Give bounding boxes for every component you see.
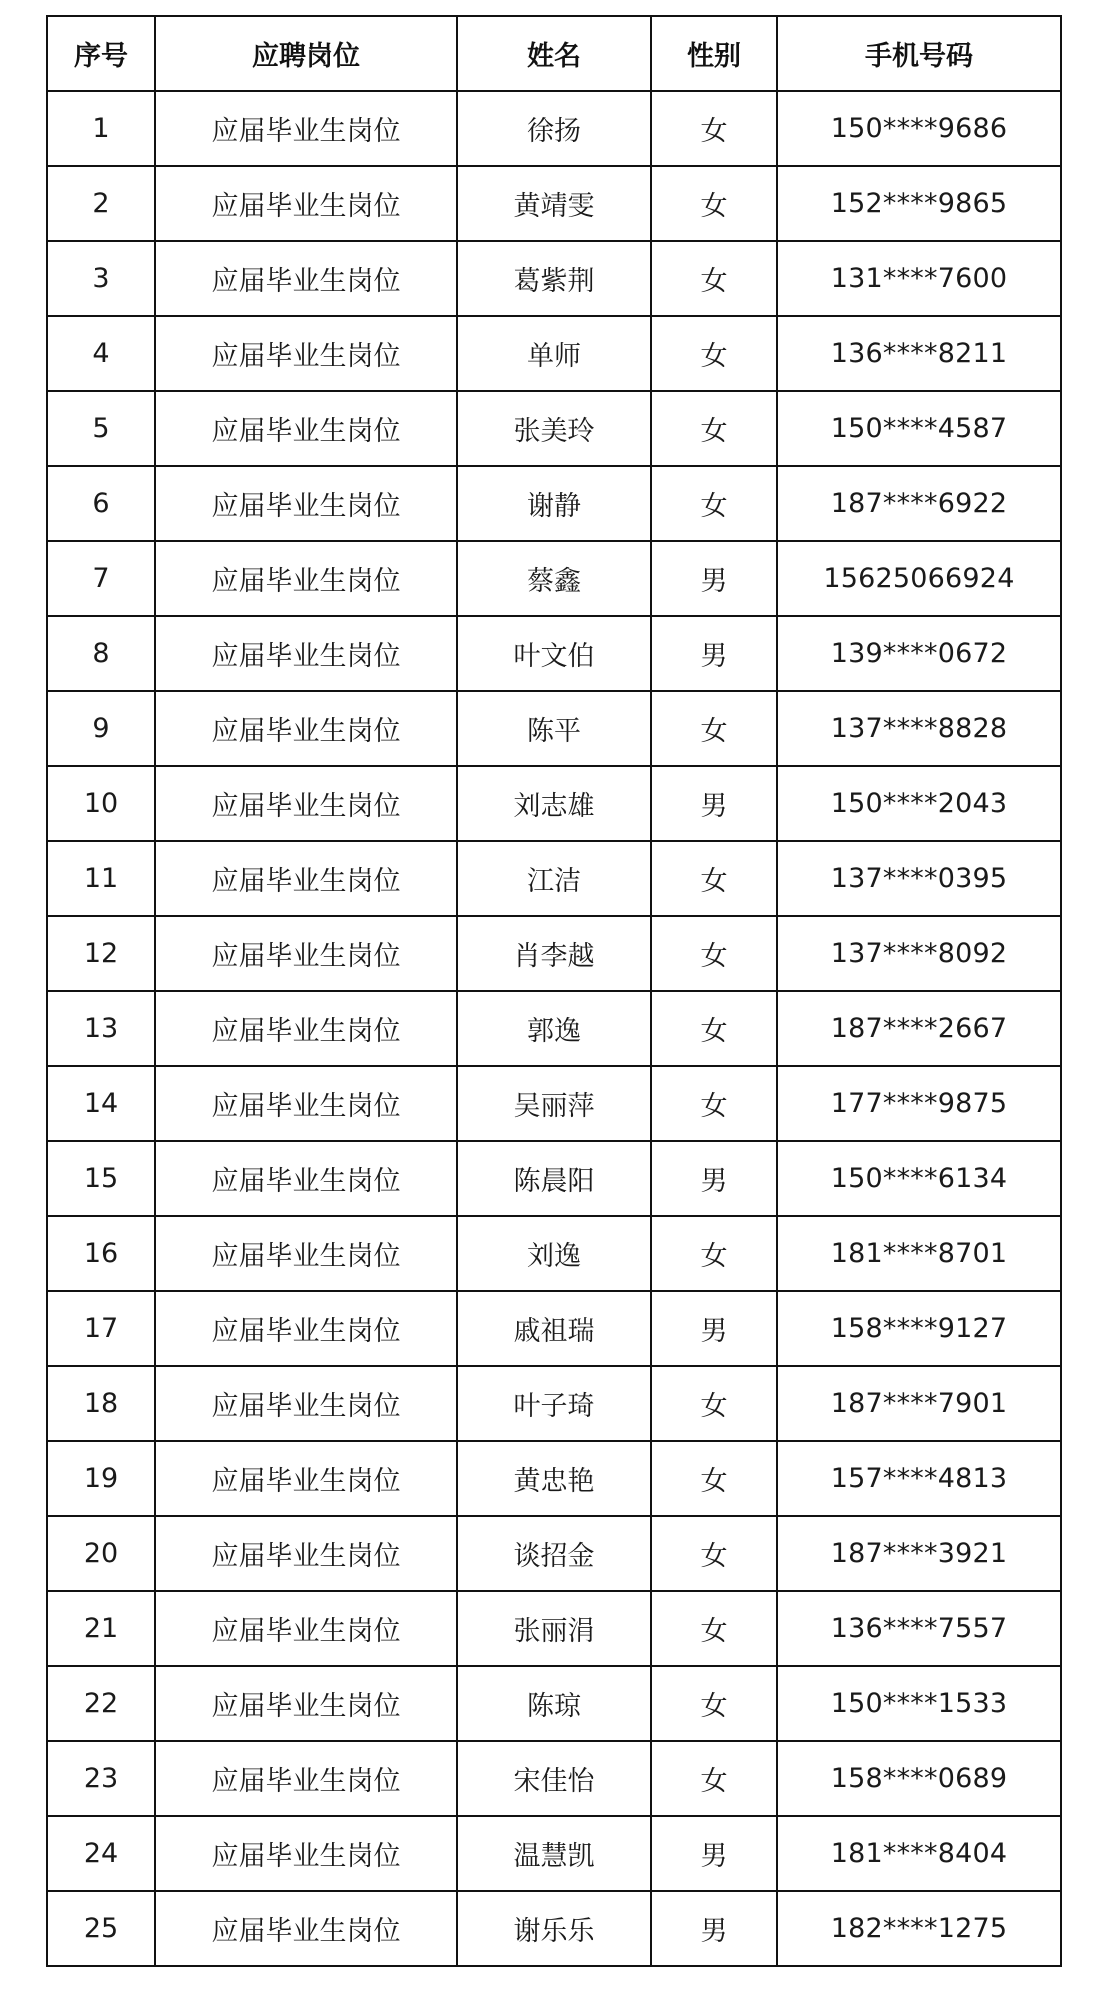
cell-phone: 131****7600 <box>777 241 1061 316</box>
header-index: 序号 <box>47 16 155 91</box>
cell-name: 单师 <box>457 316 651 391</box>
table-row <box>47 1216 1061 1291</box>
header-phone: 手机号码 <box>777 16 1061 91</box>
table-row <box>47 166 1061 241</box>
cell-name: 江洁 <box>457 841 651 916</box>
cell-index: 9 <box>47 691 155 766</box>
cell-name: 刘志雄 <box>457 766 651 841</box>
cell-gender: 女 <box>651 916 777 991</box>
cell-gender: 女 <box>651 391 777 466</box>
cell-gender: 女 <box>651 1741 777 1816</box>
cell-gender: 女 <box>651 91 777 166</box>
cell-index: 4 <box>47 316 155 391</box>
cell-name: 叶文伯 <box>457 616 651 691</box>
cell-index: 11 <box>47 841 155 916</box>
cell-phone: 182****1275 <box>777 1891 1061 1966</box>
cell-index: 16 <box>47 1216 155 1291</box>
cell-phone: 187****6922 <box>777 466 1061 541</box>
cell-index: 1 <box>47 91 155 166</box>
cell-gender: 女 <box>651 691 777 766</box>
cell-position: 应届毕业生岗位 <box>155 616 457 691</box>
applicant-table-container <box>46 15 1062 1967</box>
cell-name: 蔡鑫 <box>457 541 651 616</box>
cell-position: 应届毕业生岗位 <box>155 166 457 241</box>
cell-phone: 187****3921 <box>777 1516 1061 1591</box>
cell-name: 肖李越 <box>457 916 651 991</box>
cell-index: 3 <box>47 241 155 316</box>
cell-index: 14 <box>47 1066 155 1141</box>
cell-position: 应届毕业生岗位 <box>155 1066 457 1141</box>
table-row <box>47 1141 1061 1216</box>
cell-name: 徐扬 <box>457 91 651 166</box>
cell-position: 应届毕业生岗位 <box>155 541 457 616</box>
cell-name: 黄忠艳 <box>457 1441 651 1516</box>
cell-gender: 女 <box>651 991 777 1066</box>
cell-gender: 女 <box>651 241 777 316</box>
cell-index: 5 <box>47 391 155 466</box>
cell-name: 谢静 <box>457 466 651 541</box>
cell-name: 吴丽萍 <box>457 1066 651 1141</box>
cell-name: 陈晨阳 <box>457 1141 651 1216</box>
cell-position: 应届毕业生岗位 <box>155 766 457 841</box>
cell-position: 应届毕业生岗位 <box>155 1441 457 1516</box>
table-row <box>47 916 1061 991</box>
table-row <box>47 1516 1061 1591</box>
table-row <box>47 391 1061 466</box>
cell-gender: 女 <box>651 841 777 916</box>
table-row <box>47 91 1061 166</box>
cell-gender: 女 <box>651 166 777 241</box>
cell-position: 应届毕业生岗位 <box>155 1741 457 1816</box>
cell-name: 谢乐乐 <box>457 1891 651 1966</box>
cell-index: 25 <box>47 1891 155 1966</box>
cell-index: 13 <box>47 991 155 1066</box>
cell-index: 10 <box>47 766 155 841</box>
cell-index: 12 <box>47 916 155 991</box>
cell-index: 19 <box>47 1441 155 1516</box>
cell-phone: 137****8828 <box>777 691 1061 766</box>
cell-index: 7 <box>47 541 155 616</box>
cell-phone: 157****4813 <box>777 1441 1061 1516</box>
cell-phone: 187****2667 <box>777 991 1061 1066</box>
table-row <box>47 766 1061 841</box>
cell-position: 应届毕业生岗位 <box>155 1141 457 1216</box>
cell-name: 陈琼 <box>457 1666 651 1741</box>
cell-position: 应届毕业生岗位 <box>155 466 457 541</box>
cell-name: 戚祖瑞 <box>457 1291 651 1366</box>
cell-name: 宋佳怡 <box>457 1741 651 1816</box>
cell-position: 应届毕业生岗位 <box>155 1666 457 1741</box>
cell-index: 23 <box>47 1741 155 1816</box>
table-row <box>47 1291 1061 1366</box>
cell-phone: 150****6134 <box>777 1141 1061 1216</box>
cell-index: 17 <box>47 1291 155 1366</box>
cell-index: 20 <box>47 1516 155 1591</box>
cell-phone: 158****0689 <box>777 1741 1061 1816</box>
cell-phone: 139****0672 <box>777 616 1061 691</box>
cell-phone: 136****8211 <box>777 316 1061 391</box>
cell-position: 应届毕业生岗位 <box>155 1591 457 1666</box>
table-row <box>47 1891 1061 1966</box>
cell-position: 应届毕业生岗位 <box>155 1216 457 1291</box>
cell-phone: 15625066924 <box>777 541 1061 616</box>
table-row <box>47 1816 1061 1891</box>
table-header-row <box>47 16 1061 91</box>
cell-index: 21 <box>47 1591 155 1666</box>
table-row <box>47 316 1061 391</box>
cell-gender: 女 <box>651 466 777 541</box>
cell-gender: 女 <box>651 1216 777 1291</box>
table-row <box>47 541 1061 616</box>
cell-name: 张美玲 <box>457 391 651 466</box>
cell-position: 应届毕业生岗位 <box>155 916 457 991</box>
cell-gender: 女 <box>651 1591 777 1666</box>
table-row <box>47 1591 1061 1666</box>
cell-position: 应届毕业生岗位 <box>155 691 457 766</box>
table-row <box>47 241 1061 316</box>
cell-gender: 男 <box>651 1141 777 1216</box>
table-row <box>47 1441 1061 1516</box>
cell-position: 应届毕业生岗位 <box>155 391 457 466</box>
table-row <box>47 841 1061 916</box>
cell-gender: 男 <box>651 541 777 616</box>
cell-gender: 女 <box>651 1666 777 1741</box>
cell-gender: 女 <box>651 1441 777 1516</box>
cell-index: 2 <box>47 166 155 241</box>
cell-phone: 187****7901 <box>777 1366 1061 1441</box>
cell-phone: 137****8092 <box>777 916 1061 991</box>
cell-index: 24 <box>47 1816 155 1891</box>
table-body <box>47 91 1061 1966</box>
cell-index: 18 <box>47 1366 155 1441</box>
cell-name: 张丽涓 <box>457 1591 651 1666</box>
cell-position: 应届毕业生岗位 <box>155 91 457 166</box>
cell-position: 应届毕业生岗位 <box>155 241 457 316</box>
cell-position: 应届毕业生岗位 <box>155 841 457 916</box>
cell-position: 应届毕业生岗位 <box>155 316 457 391</box>
cell-name: 叶子琦 <box>457 1366 651 1441</box>
applicant-table <box>46 15 1062 1967</box>
cell-position: 应届毕业生岗位 <box>155 1366 457 1441</box>
table-row <box>47 466 1061 541</box>
cell-name: 陈平 <box>457 691 651 766</box>
header-name: 姓名 <box>457 16 651 91</box>
cell-phone: 177****9875 <box>777 1066 1061 1141</box>
cell-phone: 150****1533 <box>777 1666 1061 1741</box>
cell-name: 刘逸 <box>457 1216 651 1291</box>
header-position: 应聘岗位 <box>155 16 457 91</box>
table-row <box>47 1066 1061 1141</box>
cell-phone: 181****8404 <box>777 1816 1061 1891</box>
cell-index: 22 <box>47 1666 155 1741</box>
cell-phone: 181****8701 <box>777 1216 1061 1291</box>
cell-phone: 152****9865 <box>777 166 1061 241</box>
cell-gender: 男 <box>651 766 777 841</box>
cell-gender: 女 <box>651 316 777 391</box>
table-row <box>47 1741 1061 1816</box>
cell-name: 谈招金 <box>457 1516 651 1591</box>
cell-phone: 137****0395 <box>777 841 1061 916</box>
cell-position: 应届毕业生岗位 <box>155 1891 457 1966</box>
cell-index: 6 <box>47 466 155 541</box>
cell-gender: 女 <box>651 1516 777 1591</box>
table-row <box>47 616 1061 691</box>
cell-gender: 女 <box>651 1366 777 1441</box>
cell-phone: 158****9127 <box>777 1291 1061 1366</box>
cell-phone: 150****4587 <box>777 391 1061 466</box>
cell-gender: 男 <box>651 616 777 691</box>
cell-name: 葛紫荆 <box>457 241 651 316</box>
cell-phone: 150****9686 <box>777 91 1061 166</box>
header-gender: 性别 <box>651 16 777 91</box>
cell-position: 应届毕业生岗位 <box>155 1516 457 1591</box>
cell-gender: 女 <box>651 1066 777 1141</box>
table-row <box>47 991 1061 1066</box>
cell-name: 郭逸 <box>457 991 651 1066</box>
cell-phone: 136****7557 <box>777 1591 1061 1666</box>
table-row <box>47 691 1061 766</box>
cell-gender: 男 <box>651 1816 777 1891</box>
cell-gender: 男 <box>651 1291 777 1366</box>
cell-position: 应届毕业生岗位 <box>155 1291 457 1366</box>
table-row <box>47 1666 1061 1741</box>
cell-name: 黄靖雯 <box>457 166 651 241</box>
cell-position: 应届毕业生岗位 <box>155 991 457 1066</box>
cell-gender: 男 <box>651 1891 777 1966</box>
cell-name: 温慧凯 <box>457 1816 651 1891</box>
table-row <box>47 1366 1061 1441</box>
cell-index: 15 <box>47 1141 155 1216</box>
cell-phone: 150****2043 <box>777 766 1061 841</box>
cell-index: 8 <box>47 616 155 691</box>
cell-position: 应届毕业生岗位 <box>155 1816 457 1891</box>
